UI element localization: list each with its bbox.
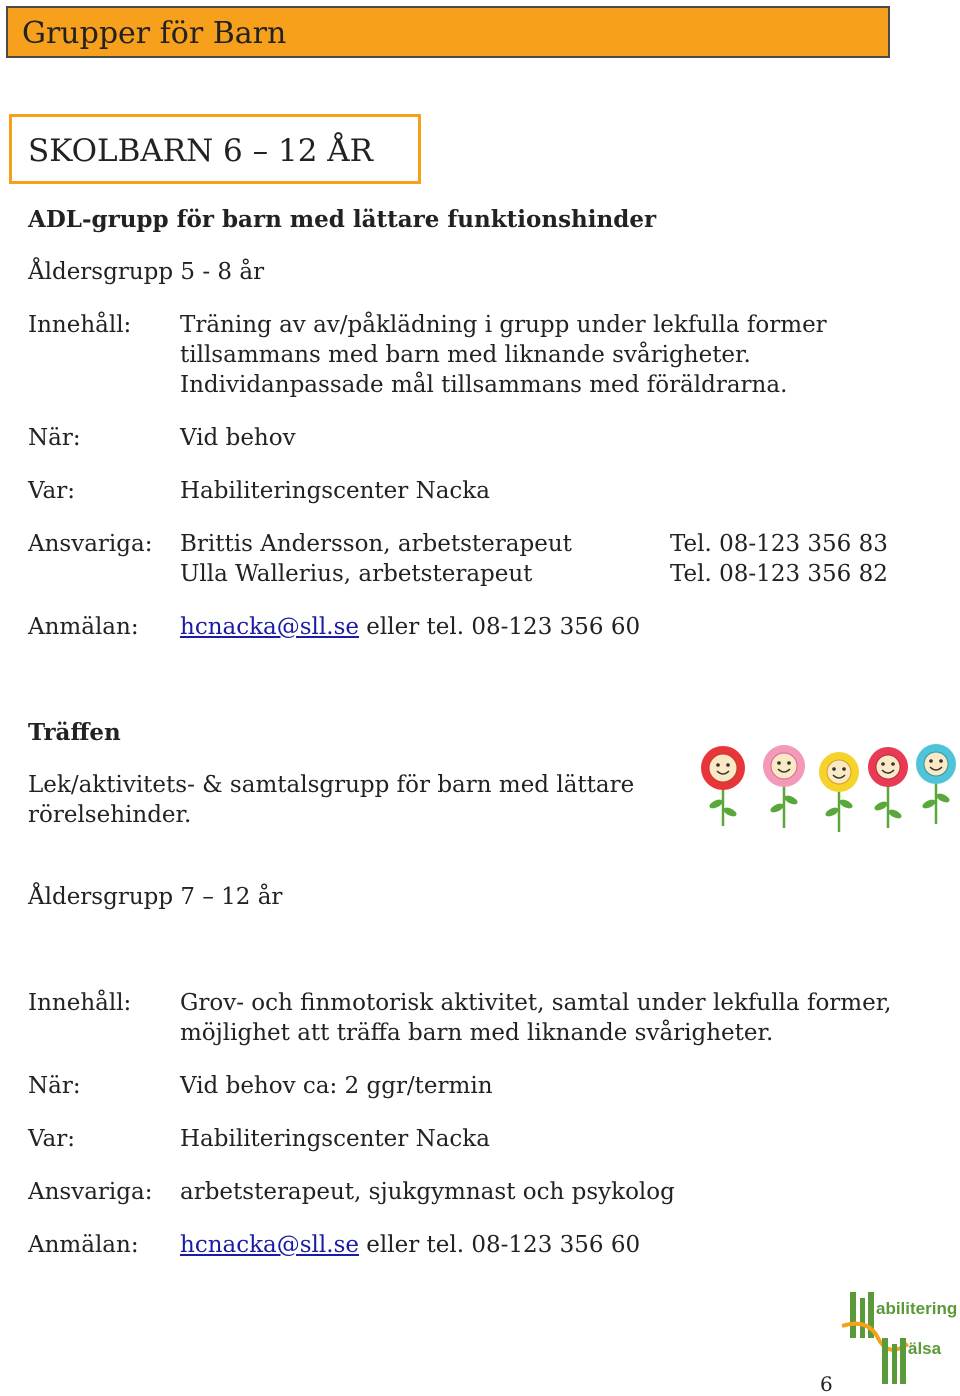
group2-desc-line: rörelsehinder. — [28, 802, 192, 828]
flower-blue — [916, 744, 956, 824]
page-number: 6 — [820, 1372, 833, 1396]
group2-signup — [180, 1232, 640, 1258]
group2-signup-label: Anmälan: — [28, 1232, 139, 1258]
header-title: Grupper för Barn — [22, 16, 287, 51]
section-box — [9, 114, 421, 184]
group2-when-label: När: — [28, 1073, 81, 1099]
group1-responsible-tel: Tel. 08-123 356 82 — [670, 561, 888, 587]
group1-when: Vid behov — [180, 425, 296, 451]
section-title: SKOLBARN 6 – 12 ÅR — [28, 133, 374, 169]
group1-responsible-name: Brittis Andersson, arbetsterapeut — [180, 531, 572, 557]
flower-red — [701, 746, 745, 826]
group1-where-label: Var: — [28, 478, 75, 504]
habilitering-halsa-logo — [838, 1288, 958, 1388]
header-bar — [6, 6, 890, 58]
group2-responsible-label: Ansvariga: — [28, 1179, 153, 1205]
group1-age: Åldersgrupp 5 - 8 år — [28, 259, 265, 285]
group1-content-line: Träning av av/påklädning i grupp under lekfulla former — [180, 312, 827, 338]
flowers-illustration — [696, 742, 958, 834]
group2-when: Vid behov ca: 2 ggr/termin — [180, 1073, 493, 1099]
logo-text-2: älsa — [908, 1339, 942, 1358]
group2-age: Åldersgrupp 7 – 12 år — [28, 884, 283, 910]
flower-yellow — [819, 752, 859, 832]
group1-title: ADL-grupp för barn med lättare funktionshinder — [28, 206, 657, 233]
group2-signup-email-link[interactable]: hcnacka@sll.se — [180, 1232, 359, 1258]
group2-title: Träffen — [28, 719, 121, 746]
group1-content-line: tillsammans med barn med liknande svårigheter. — [180, 342, 751, 368]
group2-content-label: Innehåll: — [28, 990, 132, 1016]
flower-red-2 — [868, 747, 908, 828]
group1-content-line: Individanpassade mål tillsammans med föräldrarna. — [180, 372, 788, 398]
group2-where: Habiliteringscenter Nacka — [180, 1126, 490, 1152]
group1-signup-email-link[interactable]: hcnacka@sll.se — [180, 614, 359, 640]
group2-where-label: Var: — [28, 1126, 75, 1152]
group1-responsible-label: Ansvariga: — [28, 531, 153, 557]
group1-where: Habiliteringscenter Nacka — [180, 478, 490, 504]
group2-content-line: Grov- och finmotorisk aktivitet, samtal under lekfulla former, — [180, 990, 892, 1016]
group1-responsible-name: Ulla Wallerius, arbetsterapeut — [180, 561, 533, 587]
group2-signup-rest: eller tel. 08-123 356 60 — [359, 1232, 641, 1258]
logo-text-1: abilitering — [876, 1299, 958, 1318]
group1-signup-label: Anmälan: — [28, 614, 139, 640]
group1-signup — [180, 614, 640, 640]
group1-responsible-tel: Tel. 08-123 356 83 — [670, 531, 888, 557]
group1-content-label: Innehåll: — [28, 312, 132, 338]
flower-pink — [763, 745, 805, 828]
group1-when-label: När: — [28, 425, 81, 451]
group2-responsible: arbetsterapeut, sjukgymnast och psykolog — [180, 1179, 675, 1205]
group1-signup-rest: eller tel. 08-123 356 60 — [359, 614, 641, 640]
group2-content-line: möjlighet att träffa barn med liknande svårigheter. — [180, 1020, 774, 1046]
group2-desc-line: Lek/aktivitets- & samtalsgrupp för barn med lättare — [28, 772, 635, 798]
